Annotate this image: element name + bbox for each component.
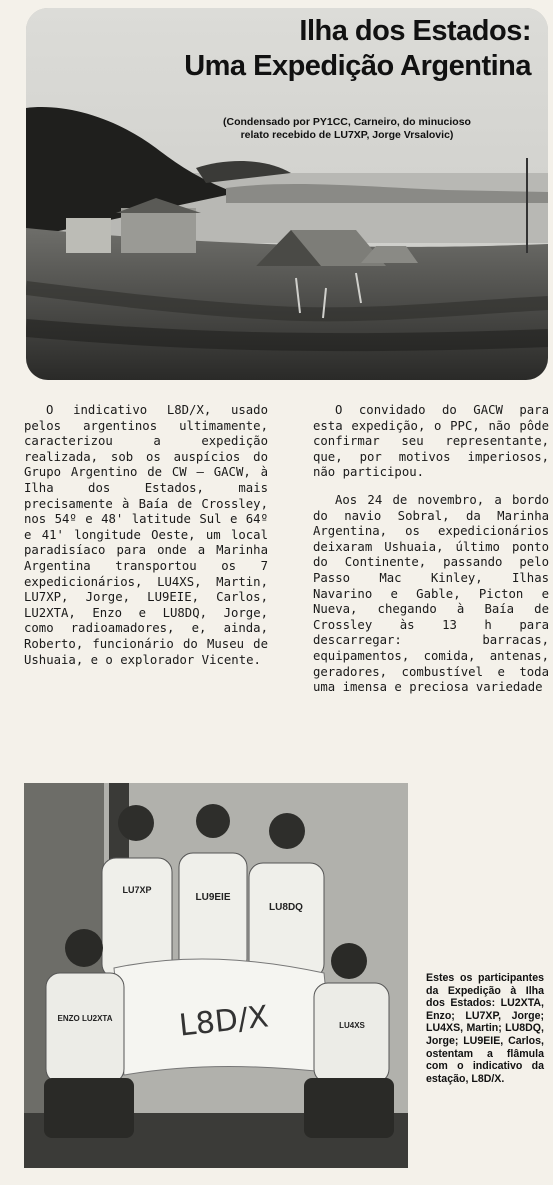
shirt-label-lu7xp: LU7XP xyxy=(122,885,152,895)
shirt-label-lu8dq: LU8DQ xyxy=(269,902,303,913)
subtitle-line-2: relato recebido de LU7XP, Jorge Vrsalovic) xyxy=(240,129,454,141)
body-paragraph: Aos 24 de novembro, a bordo do navio Sobral, da Marinha Argentina, os expedicionários deixaram Ushuaia, último ponto do Continente, passando pelo Passo Mac Kinley, Ilhas Navarino e Gable, Picton e Nueva, chegando à Baía de Crossley às 13 h para descarregar: barracas, equipamentos, comida, antenas, geradores, combustível e toda uma imensa e preciosa variedade xyxy=(313,492,549,695)
body-paragraph: O convidado do GACW para esta expedição, o PPC, não pôde confirmar seu representante, que, por motivos imperiosos, não participou. xyxy=(313,403,549,480)
article-title xyxy=(111,14,531,84)
shirt-label-enzo: ENZO LU2XTA xyxy=(57,1014,113,1023)
group-photo xyxy=(24,783,408,1168)
expedition-members-image xyxy=(24,783,408,1168)
banner-callsign: L8D/X xyxy=(177,999,271,1044)
body-column-left xyxy=(24,403,268,680)
shirt-label-lu9eie: LU9EIE xyxy=(195,892,231,903)
title-line-2: Uma Expedição Argentina xyxy=(184,50,531,82)
body-paragraph: O indicativo L8D/X, usado pelos argentinos ultimamente, caracterizou a expedição realizada, sob os auspícios do Grupo Argentino de CW — GACW, à Ilha dos Estados, mais precisamente à Baía de Crossley, nos 54º e 48' latitude Sul e 64º e 41' longitude Oeste, um local paradisíaco para onde a Marinha Argentina transportou os 7 expedicionários, LU4XS, Martin, LU7XP, Jorge, LU9EIE, Carlos, LU2XTA, Enzo e LU8DQ, Jorge, como radioamadores, e, ainda, Roberto, funcionário do Museu de Ushuaia, e o explorador Vicente. xyxy=(24,403,268,667)
subtitle-line-1: (Condensado por PY1CC, Carneiro, do minucioso xyxy=(223,116,471,128)
title-line-1: Ilha dos Estados: xyxy=(299,15,531,47)
body-column-right xyxy=(313,403,549,708)
shirt-label-lu4xs: LU4XS xyxy=(339,1021,365,1030)
photo-caption: Estes os participantes da Expedição à Ilha dos Estados: LU2XTA, Enzo; LU7XP, Jorge; LU4XS, Martin; LU8DQ, Jorge; LU9EIE, Carlos, ostentam a flâmula com o indicativo da estação, L8D/X. xyxy=(426,972,544,1085)
article-subtitle xyxy=(167,116,527,142)
